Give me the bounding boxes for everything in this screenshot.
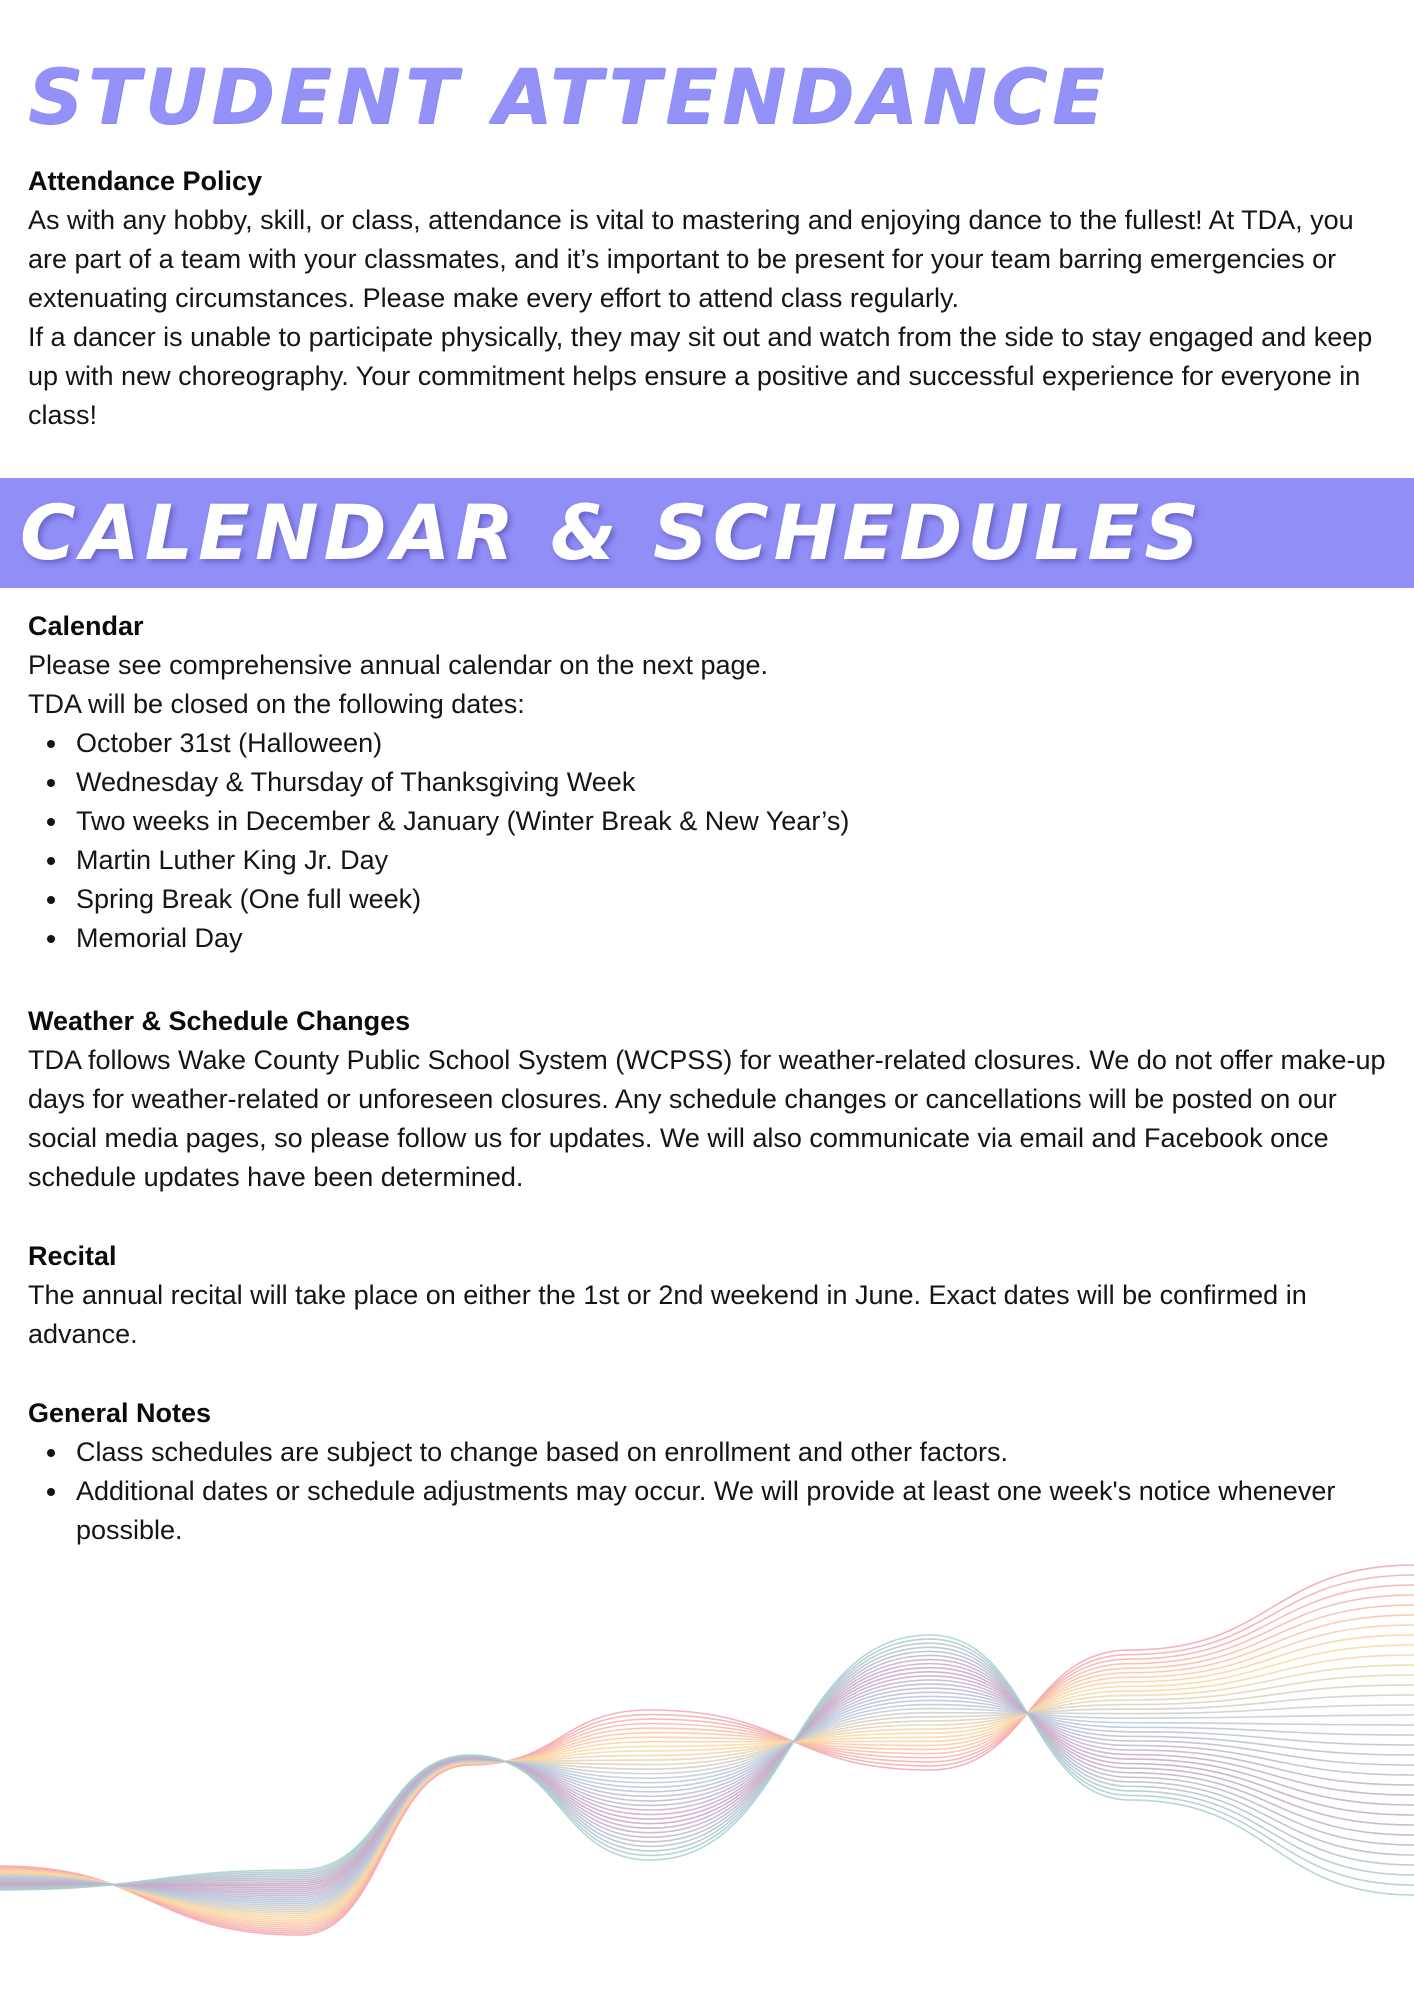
list-item	[28, 1433, 1398, 1472]
bullet-icon	[47, 818, 55, 826]
bullet-icon	[47, 740, 55, 748]
bullet-icon	[47, 896, 55, 904]
attendance-policy-section	[28, 162, 1398, 435]
attendance-policy-heading: Attendance Policy	[28, 166, 263, 196]
note-text: Additional dates or schedule adjustments may occur. We will provide at least one week's notice whenever possible.	[76, 1476, 1336, 1545]
attendance-policy-paragraph-1: As with any hobby, skill, or class, attendance is vital to mastering and enjoying dance to the fullest! At TDA, you are part of a team with your classmates, and it’s important to be present for your team barring emergencies or extenuating circumstances. Please make every effort to attend class regularly.	[28, 205, 1354, 313]
list-item	[28, 1472, 1398, 1550]
bullet-icon	[47, 1449, 55, 1457]
calendar-heading: Calendar	[28, 611, 144, 641]
wave-line	[0, 1660, 1414, 1886]
bullet-icon	[47, 779, 55, 787]
bullet-icon	[47, 1488, 55, 1496]
weather-section	[28, 1002, 1398, 1197]
recital-heading: Recital	[28, 1241, 117, 1271]
list-item	[28, 763, 1398, 802]
calendar-line-2: TDA will be closed on the following dates:	[28, 689, 525, 719]
list-item	[28, 919, 1398, 958]
student-attendance-title: STUDENT ATTENDANCE	[28, 52, 1109, 141]
list-item	[28, 724, 1398, 763]
closed-dates-list	[28, 724, 1398, 958]
wave-line	[0, 1655, 1414, 1886]
calendar-section	[28, 607, 1398, 958]
decorative-wave-lines	[0, 1540, 1414, 2000]
closed-date-text: Martin Luther King Jr. Day	[76, 845, 389, 875]
closed-date-text: Memorial Day	[76, 923, 243, 953]
list-item	[28, 880, 1398, 919]
attendance-policy-paragraph-2: If a dancer is unable to participate physically, they may sit out and watch from the side to stay engaged and keep up with new choreography. Your commitment helps ensure a positive and successful experience for everyone in class!	[28, 322, 1373, 430]
list-item	[28, 841, 1398, 880]
recital-text: The annual recital will take place on either the 1st or 2nd weekend in June. Exact dates will be confirmed in advance.	[28, 1280, 1307, 1349]
calendar-line-1: Please see comprehensive annual calendar on the next page.	[28, 650, 769, 680]
closed-date-text: Two weeks in December & January (Winter Break & New Year’s)	[76, 806, 850, 836]
closed-date-text: October 31st (Halloween)	[76, 728, 383, 758]
general-notes-list	[28, 1433, 1398, 1550]
recital-section	[28, 1237, 1398, 1354]
closed-date-text: Spring Break (One full week)	[76, 884, 422, 914]
general-notes-section	[28, 1394, 1398, 1550]
closed-date-text: Wednesday & Thursday of Thanksgiving Week	[76, 767, 636, 797]
calendar-schedules-banner	[0, 478, 1414, 588]
weather-heading: Weather & Schedule Changes	[28, 1006, 411, 1036]
wave-line	[0, 1647, 1414, 1888]
general-notes-heading: General Notes	[28, 1398, 212, 1428]
list-item	[28, 802, 1398, 841]
note-text: Class schedules are subject to change based on enrollment and other factors.	[76, 1437, 1009, 1467]
bullet-icon	[47, 857, 55, 865]
weather-text: TDA follows Wake County Public School System (WCPSS) for weather-related closures. We do not offer make-up days for weather-related or unforeseen closures. Any schedule changes or cancellations will be posted on our social media pages, so please follow us for updates. We will also communicate via email and Facebook once schedule updates have been determined.	[28, 1045, 1386, 1192]
calendar-schedules-title: CALENDAR & SCHEDULES	[20, 488, 1205, 577]
bullet-icon	[47, 935, 55, 943]
wave-line	[0, 1688, 1414, 1895]
